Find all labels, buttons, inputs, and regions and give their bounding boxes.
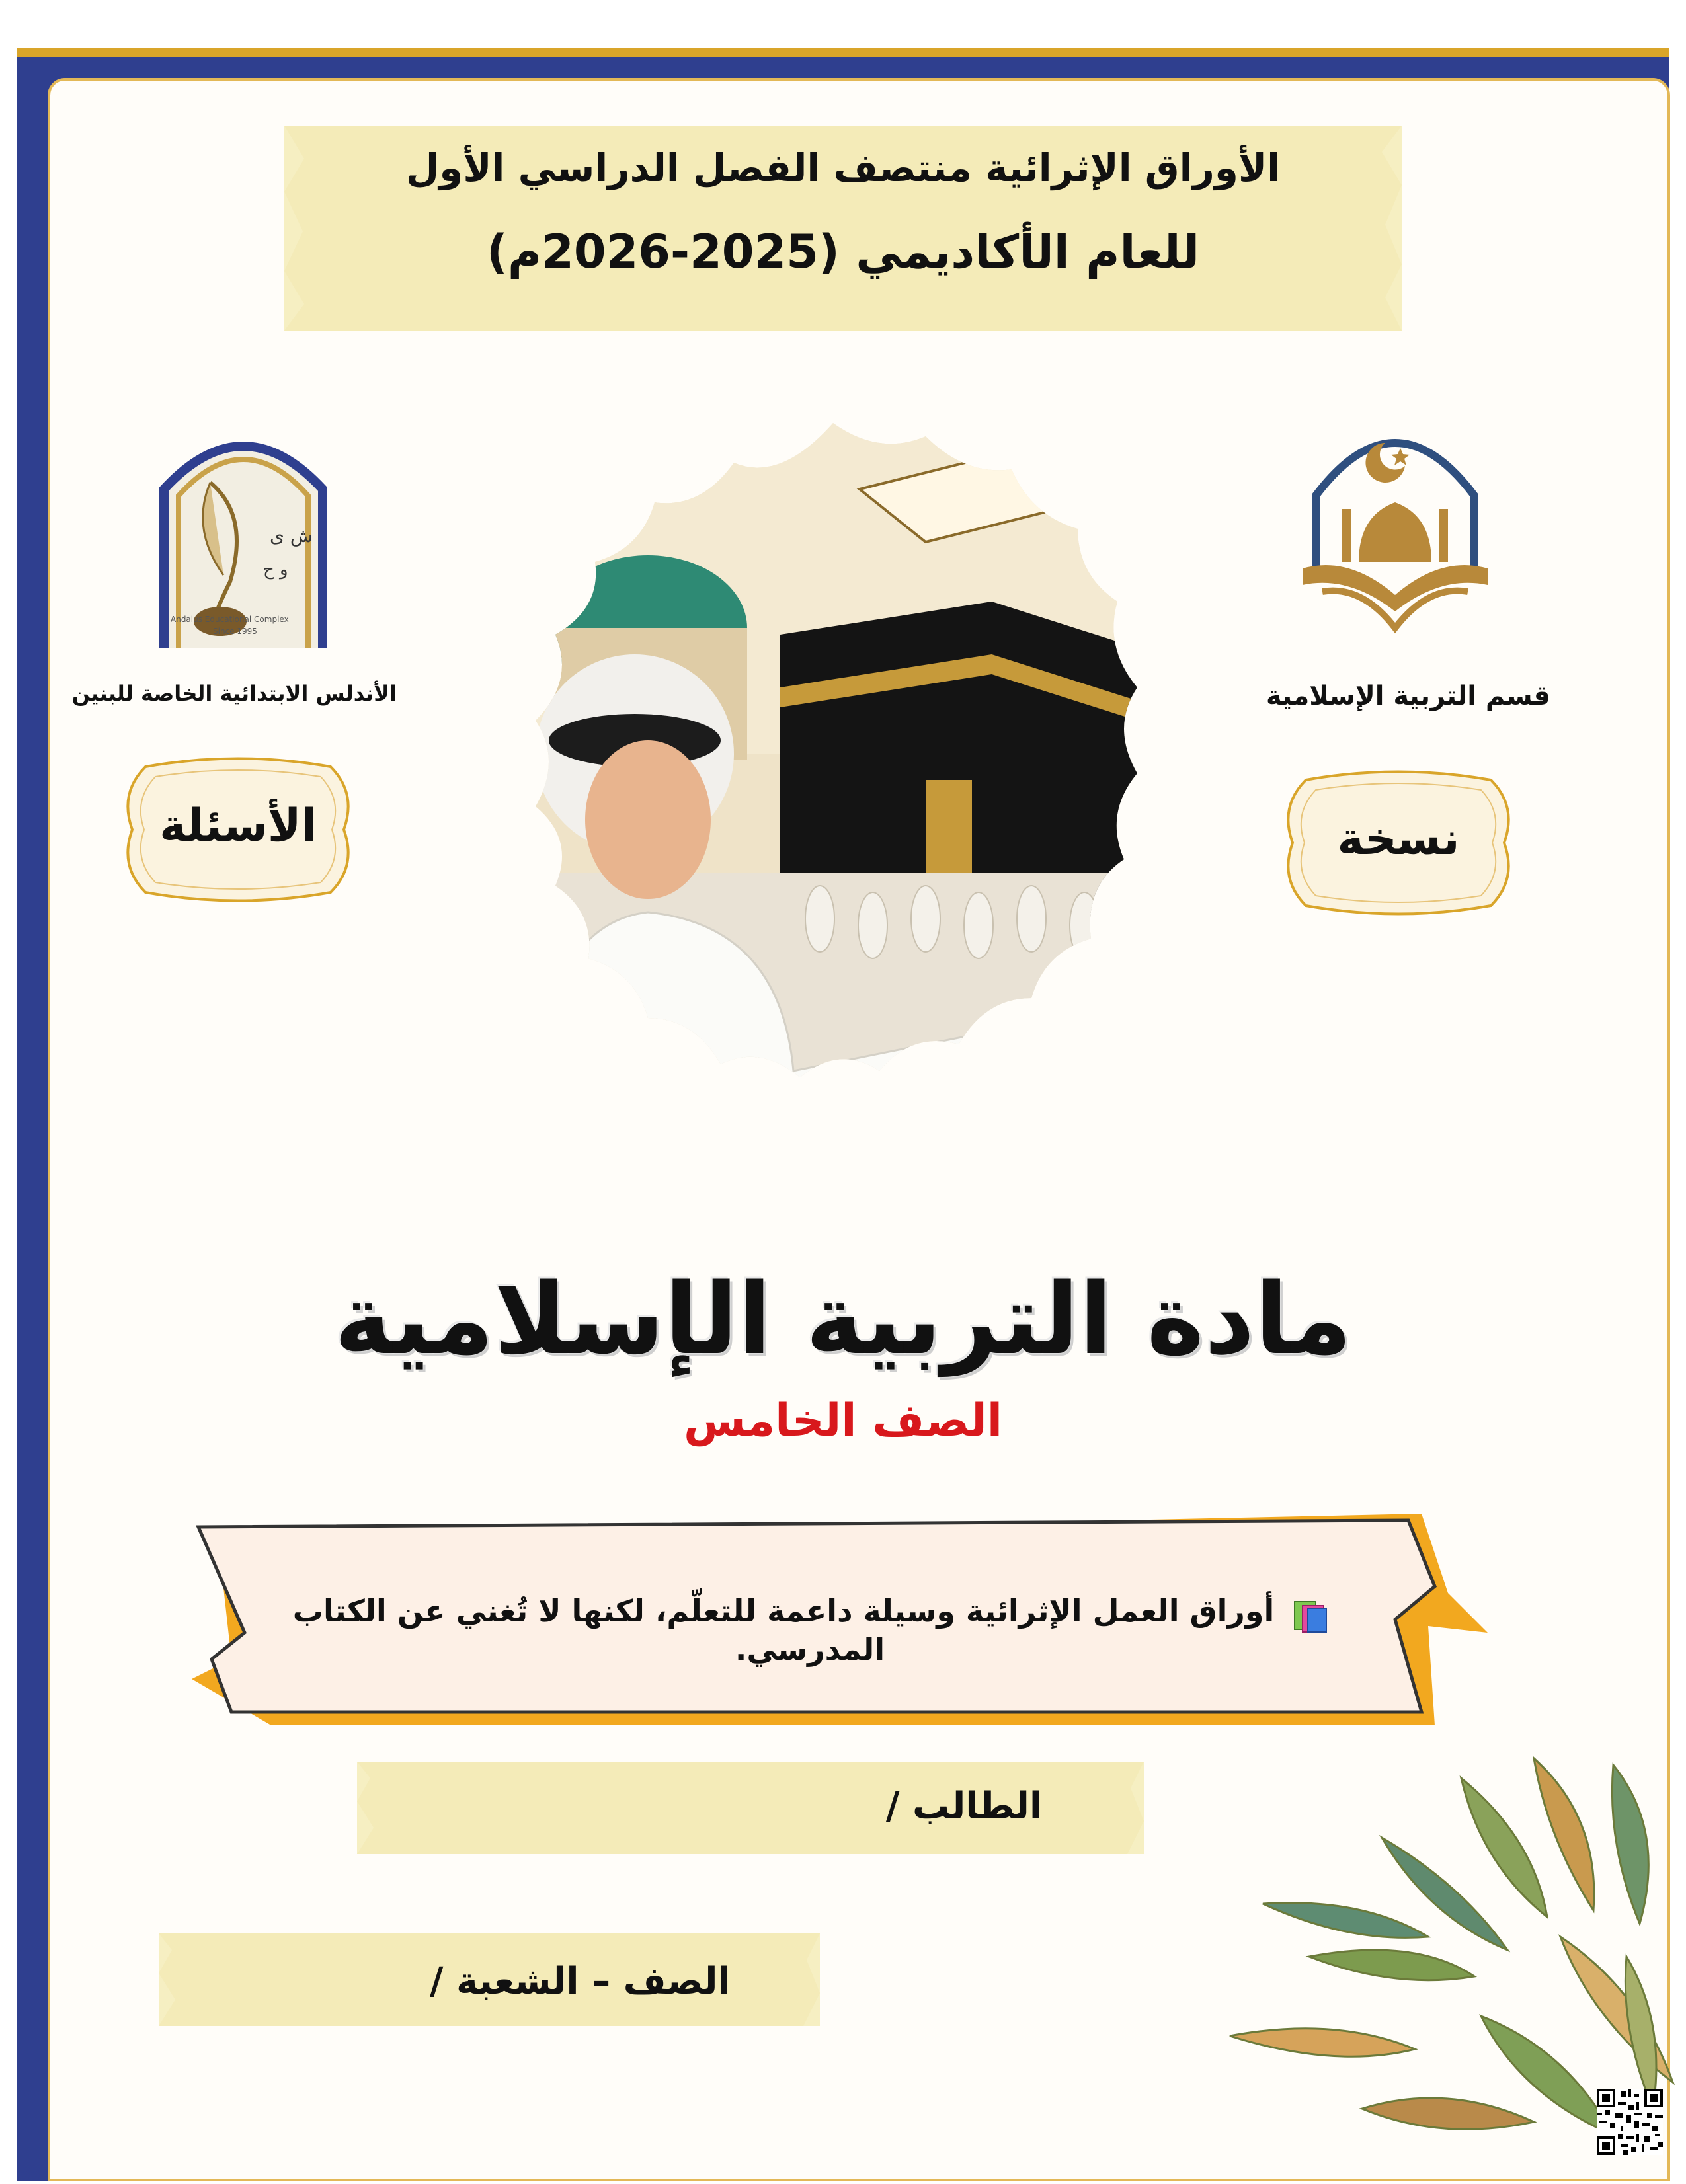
subject-title: مادة التربية الإسلامية xyxy=(334,1263,1352,1376)
tag-questions-label: الأسئلة xyxy=(159,800,317,852)
islamic-dept-name: قسم التربية الإسلامية xyxy=(1265,681,1551,711)
tag-copy xyxy=(1279,767,1517,919)
grade-subtitle: الصف الخامس xyxy=(683,1395,1003,1447)
tag-questions xyxy=(119,754,357,906)
islamic-dept-logo xyxy=(1289,403,1501,661)
svg-text:و ح: و ح xyxy=(263,560,288,580)
note-text xyxy=(225,1593,1395,1667)
andalus-school-name: الأندلس الابتدائية الخاصة للبنين xyxy=(71,681,397,706)
andalus-english-name: Andalus Educational Complex xyxy=(171,615,289,624)
books-icon xyxy=(1291,1596,1327,1631)
kaaba-illustration xyxy=(450,410,1217,1177)
student-name-label: الطالب / xyxy=(886,1785,1043,1828)
andalus-logo xyxy=(151,410,336,648)
tag-copy-label: نسخة xyxy=(1337,813,1460,865)
note-message: أوراق العمل الإثرائية وسيلة داعمة للتعلّم، لكنها لا تُغني عن الكتاب المدرسي. xyxy=(292,1593,1275,1667)
andalus-since: Since 1995 xyxy=(213,627,257,636)
header-line-2: للعام الأكاديمي (2025-2026م) xyxy=(486,225,1200,279)
svg-text:ش ى: ش ى xyxy=(270,525,313,547)
header-line-1: الأوراق الإثرائية منتصف الفصل الدراسي الأول xyxy=(405,145,1281,190)
qr-code[interactable] xyxy=(1597,2089,1663,2155)
class-section-label: الصف – الشعبة / xyxy=(430,1960,731,2003)
